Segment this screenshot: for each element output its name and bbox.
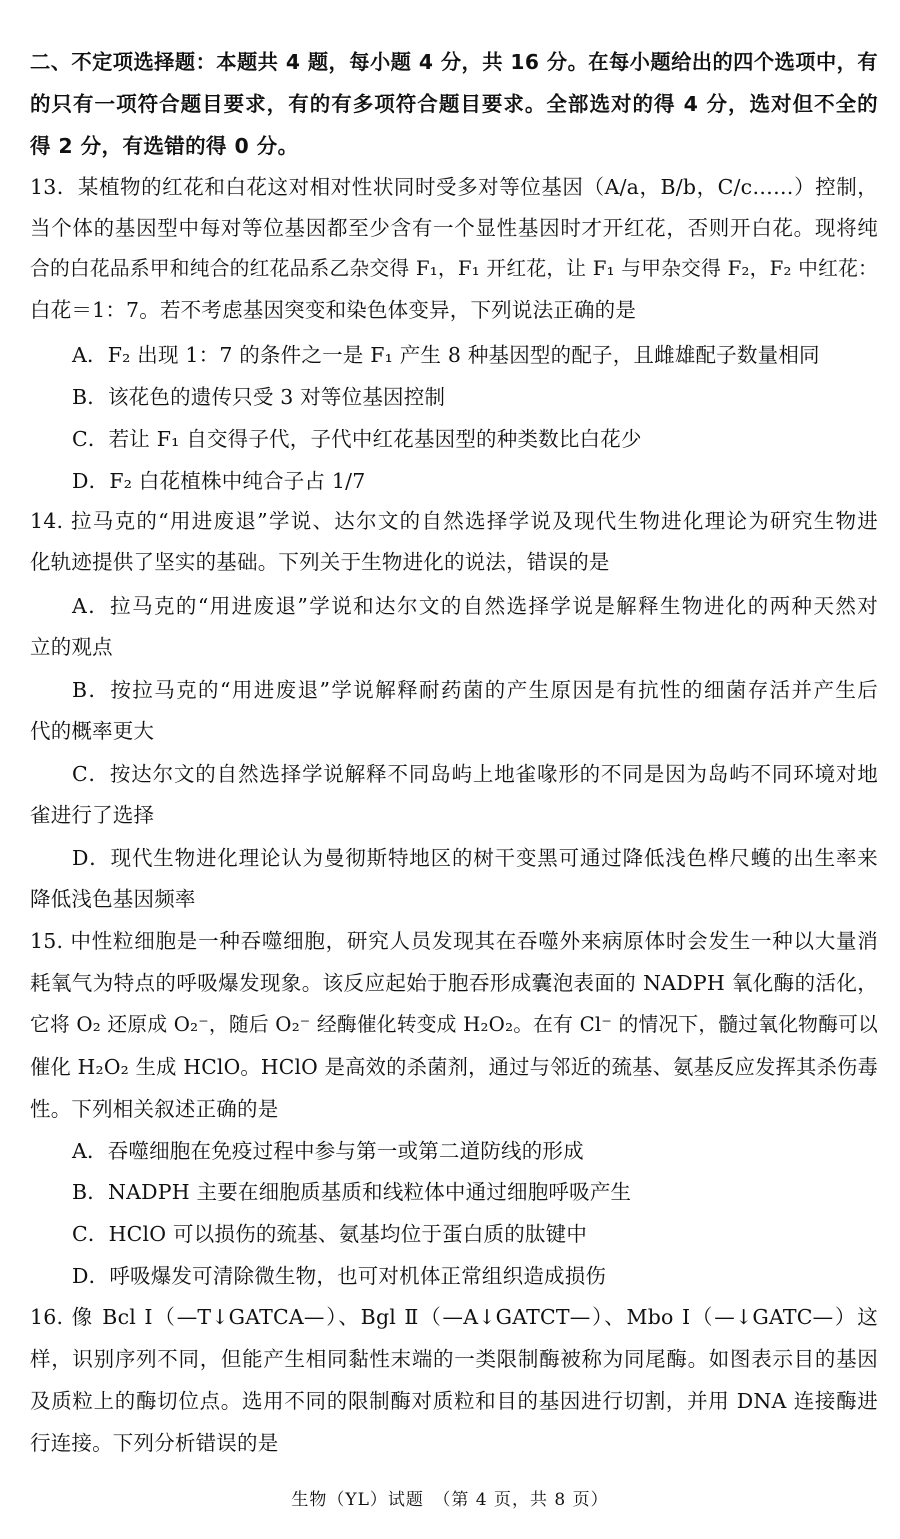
q13-stem-line-3: 合的白花品系甲和纯合的红花品系乙杂交得 F₁，F₁ 开红花，让 F₁ 与甲杂交得 F₂，F₂ 中红花： [30, 257, 878, 280]
q14-option-d-line-1: D．现代生物进化理论认为曼彻斯特地区的树干变黑可通过降低浅色桦尺蠖的出生率来 [72, 846, 878, 870]
q13-stem-line-1: 13．某植物的红花和白花这对相对性状同时受多对等位基因（A/a，B/b，C/c……）控制， [30, 175, 878, 199]
section-header-line-3: 得 2 分，有选错的得 0 分。 [30, 134, 299, 158]
q14-option-b-line-1: B．按拉马克的“用进废退”学说解释耐药菌的产生原因是有抗性的细菌存活并产生后 [72, 678, 878, 702]
q14-option-c-line-1: C．按达尔文的自然选择学说解释不同岛屿上地雀喙形的不同是因为岛屿不同环境对地 [72, 762, 878, 786]
q14-option-c-line-2: 雀进行了选择 [30, 803, 155, 827]
q15-option-b: B．NADPH 主要在细胞质基质和线粒体中通过细胞呼吸产生 [72, 1180, 632, 1204]
page-footer: 生物（YL）试题 （第 4 页，共 8 页） [291, 1490, 609, 1510]
q15-stem-line-4: 催化 H₂O₂ 生成 HClO。HClO 是高效的杀菌剂，通过与邻近的巯基、氨基反应发挥其杀伤毒 [30, 1055, 878, 1079]
q13-option-d: D．F₂ 白花植株中纯合子占 1/7 [72, 469, 366, 493]
q14-option-a-line-1: A．拉马克的“用进废退”学说和达尔文的自然选择学说是解释生物进化的两种天然对 [72, 594, 878, 618]
q16-stem-line-1: 16. 像 Bcl Ⅰ（—T↓GATCA—）、Bgl Ⅱ（—A↓GATCT—）、Mbo Ⅰ（—↓GATC—）这 [30, 1305, 878, 1329]
q14-stem-line-2: 化轨迹提供了坚实的基础。下列关于生物进化的说法，错误的是 [30, 550, 610, 574]
q15-stem-line-1: 15. 中性粒细胞是一种吞噬细胞，研究人员发现其在吞噬外来病原体时会发生一种以大量消 [30, 929, 878, 953]
q14-stem-line-1: 14. 拉马克的“用进废退”学说、达尔文的自然选择学说及现代生物进化理论为研究生物进 [30, 509, 878, 533]
section-header-line-1: 二、不定项选择题：本题共 4 题，每小题 4 分，共 16 分。在每小题给出的四个选项中，有 [30, 50, 878, 74]
q13-option-c: C．若让 F₁ 自交得子代，子代中红花基因型的种类数比白花少 [72, 427, 642, 451]
q16-stem-line-4: 行连接。下列分析错误的是 [30, 1431, 279, 1455]
q14-option-b-line-2: 代的概率更大 [30, 719, 155, 743]
q13-stem-line-4: 白花＝1：7。若不考虑基因突变和染色体变异，下列说法正确的是 [30, 298, 637, 322]
q15-stem-line-3: 它将 O₂ 还原成 O₂⁻，随后 O₂⁻ 经酶催化转变成 H₂O₂。在有 Cl⁻ 的情况下，髓过氧化物酶可以 [30, 1013, 878, 1036]
q16-stem-line-3: 及质粒上的酶切位点。选用不同的限制酶对质粒和目的基因进行切割，并用 DNA 连接酶进 [30, 1389, 878, 1413]
q14-option-d-line-2: 降低浅色基因频率 [30, 887, 196, 911]
q15-option-d: D．呼吸爆发可清除微生物，也可对机体正常组织造成损伤 [72, 1264, 607, 1288]
q13-stem-line-2: 当个体的基因型中每对等位基因都至少含有一个显性基因时才开红花，否则开白花。现将纯 [30, 216, 878, 240]
q16-stem-line-2: 样，识别序列不同，但能产生相同黏性末端的一类限制酶被称为同尾酶。如图表示目的基因 [30, 1347, 878, 1371]
q15-stem-line-2: 耗氧气为特点的呼吸爆发现象。该反应起始于胞吞形成囊泡表面的 NADPH 氧化酶的活化， [30, 971, 878, 995]
q15-option-a: A．吞噬细胞在免疫过程中参与第一或第二道防线的形成 [72, 1139, 584, 1163]
q13-option-b: B．该花色的遗传只受 3 对等位基因控制 [72, 385, 446, 409]
q15-option-c: C．HClO 可以损伤的巯基、氨基均位于蛋白质的肽键中 [72, 1222, 588, 1246]
q15-stem-line-5: 性。下列相关叙述正确的是 [30, 1097, 279, 1121]
q14-option-a-line-2: 立的观点 [30, 635, 113, 659]
section-header-line-2: 的只有一项符合题目要求，有的有多项符合题目要求。全部选对的得 4 分，选对但不全的 [30, 92, 878, 116]
q13-option-a: A．F₂ 出现 1：7 的条件之一是 F₁ 产生 8 种基因型的配子，且雌雄配子数量相同 [72, 343, 820, 367]
